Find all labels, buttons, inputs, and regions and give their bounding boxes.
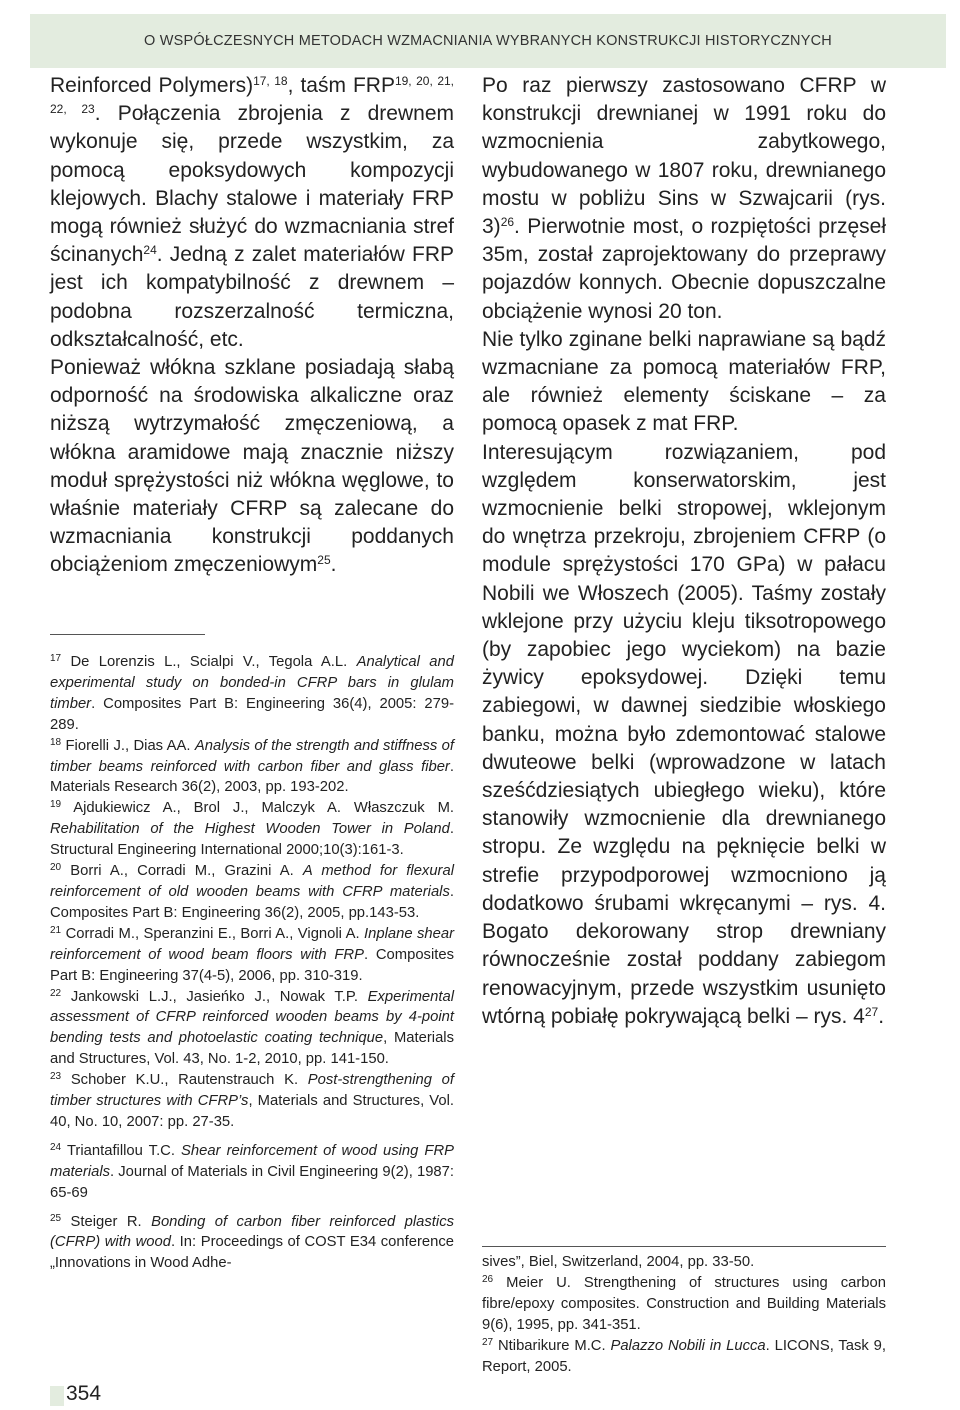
footnote-ref: 19, 20, 21, 22, 23 [50, 74, 454, 117]
footnote-title: Bonding of carbon fiber reinforced plastics (CFRP) with wood [50, 1213, 454, 1251]
footnote-title: Analysis of the strength and stiffness of timber beams reinforced with carbon fiber and glass fiber [50, 737, 454, 775]
footnote-authors: Meier U. Strengthening of structures using carbon fibre/epoxy composites. Construction and Building Materials 9(6), 1995, pp. 341-351. [482, 1274, 886, 1333]
left-paragraph-2: Ponieważ włókna szklane posiadają słabą odporność na środowiska alkaliczne oraz niższą wytrzymałość zmęczeniową, a włókna aramidowe mają znacznie niższy moduł sprężystości niż włókna węglowe, to właśnie materiały CFRP są zalecane do wzmacniania konstrukcji poddanych obciążeniom zmęczeniowym$^{25}$. [50, 356, 454, 577]
footnote-number: 17 [50, 653, 62, 664]
footnote [50, 1141, 454, 1204]
running-header [30, 14, 946, 68]
footnote-ref: 17, 18 [253, 74, 288, 88]
footnote-authors: Schober K.U., Rautenstrauch K. [70, 1072, 308, 1089]
footnote-title: Inplane shear reinforcement of wood beam floors with FRP [50, 925, 454, 963]
right-paragraph-1: Po raz pierwszy zastosowano CFRP w konstrukcji drewnianej w 1991 roku do wzmocnienia zabytkowego, wybudowanego w 1807 roku, drewnianego mostu w pobliżu Sins w Szwajcarii (rys. 3)$^{26}$. Pierwotnie most, o rozpiętości przęseł 35m, został zaprojektowany do przeprawy pojazdów konnych. Obecnie dopuszczalne obciążenie wynosi 20 ton. [482, 74, 886, 323]
footnote-authors: Ntibarikure M.C. [497, 1337, 611, 1354]
footnote [482, 1273, 886, 1336]
footnote [50, 736, 454, 799]
footnote-title: Palazzo Nobili in Lucca [610, 1337, 766, 1354]
footnote-divider [50, 634, 205, 635]
footnote [482, 1336, 886, 1378]
page-number-marker [50, 1386, 64, 1406]
right-column [482, 72, 886, 1031]
footnote-source: . In: Proceedings of COST E34 conference „Innovations in Wood Adhe- [50, 1234, 454, 1272]
footnote-number: 21 [50, 924, 62, 936]
footnote-number: 27 [482, 1336, 494, 1348]
footnote-source: . LICONS, Task 9, Report, 2005. [482, 1337, 886, 1375]
footnote-source: . Composites Part B: Engineering 36(2), 2005, pp.143-53. [50, 883, 454, 921]
footnote-authors: Corradi M., Speranzini E., Borri A., Vignoli A. [65, 925, 364, 942]
footnote-number: 20 [50, 862, 62, 874]
footnote-ref: 25 [317, 553, 331, 568]
left-paragraph-1: Reinforced Polymers)$^{17, 18}$, taśm FRP$^{19, 20, 21, 22, 23}$. Połączenia zbrojenia z drewnem wykonuje się, przede wszystkim, za pomocą epoksydowych kompozycji klejowych. Blachy stalowe i materiały FRP mogą również służyć do wzmacniania stref ścinanych$^{24}$. Jedną z zalet materiałów FRP jest ich kompatybilność z drewnem – podobna rozszerzalność termiczna, odkształcalność, etc. [50, 74, 454, 351]
footnote-authors: Fiorelli J., Dias AA. [65, 737, 195, 754]
footnote-number: 25 [50, 1212, 62, 1224]
footnote-source: , Materials and Structures, Vol. 40, No. 10, 2007: pp. 27-35. [50, 1093, 454, 1130]
footnotes-left [50, 652, 454, 1274]
footnote [50, 652, 454, 736]
footnote-authors: Steiger R. [70, 1213, 152, 1230]
footnote-number: 26 [482, 1273, 494, 1285]
footnote-divider-right [482, 1246, 886, 1247]
footnote-number: 24 [50, 1141, 62, 1153]
footnote-continuation: sives”, Biel, Switzerland, 2004, pp. 33-50. [482, 1254, 755, 1270]
right-paragraph-2: Nie tylko zginane belki naprawiane są bądź wzmacniane za pomocą materiałów FRP, ale również elementy ściskane – za pomocą opasek z mat FRP. [482, 327, 886, 436]
footnote-authors: Jankowski L.J., Jasieńko J., Nowak T.P. [70, 988, 368, 1005]
footnote-title: Shear reinforcement of wood using FRP materials [50, 1142, 455, 1180]
footnote [50, 1212, 454, 1275]
running-title: O WSPÓŁCZESNYCH METODACH WZMACNIANIA WYBRANYCH KONSTRUKCJI HISTORYCZNYCH [144, 33, 832, 49]
footnotes-right [482, 1252, 886, 1377]
footnote-number: 19 [50, 799, 62, 811]
footnote-title: Rehabilitation of the Highest Wooden Tower in Poland [50, 821, 450, 838]
footnote-authors: Ajdukiewicz A., Brol J., Malczyk A. Właszczuk M. [73, 800, 455, 817]
footnote-number: 18 [50, 736, 62, 748]
footnote-source: , Materials and Structures, Vol. 43, No. 1-2, 2010, pp. 141-150. [50, 1030, 454, 1068]
footnote-source: . Composites Part B: Engineering 36(4), 2005: 279-289. [50, 695, 454, 733]
footnote [50, 924, 454, 987]
footnote-title: Post-strengthening of timber structures with CFRP’s [50, 1072, 454, 1110]
footnote-title: A method for flexural reinforcement of old wooden beams with CFRP materials [50, 863, 454, 900]
footnote-title: Analytical and experimental study on bonded-in CFRP bars in glulam timber [50, 654, 454, 712]
left-column [50, 72, 454, 580]
footnote [50, 1070, 454, 1133]
page-number: 354 [66, 1382, 102, 1405]
footnote-title: Experimental assessment of CFRP reinforced wooden beams by 4-point bending tests and photoelastic coating technique [50, 988, 454, 1047]
footnote-authors: Borri A., Corradi M., Grazini A. [70, 863, 303, 880]
footnote-authors: Triantafillou T.C. [66, 1142, 182, 1159]
footnote-number: 23 [50, 1071, 62, 1083]
footnote [50, 861, 454, 924]
footnote-ref: 24 [143, 243, 157, 258]
footnote-ref: 26 [500, 215, 515, 230]
right-paragraph-3: Interesującym rozwiązaniem, pod względem konserwatorskim, jest wzmocnienie belki stropowej, wklejonym do wnętrza przekroju, zbrojeniem CFRP (o module sprężystości 170 GPa) w pałacu Nobili we Włoszech (2005). Taśmy zostały wklejone przy użyciu kleju tiksotropowego (by zapobiec jego wyciekom) na bazie żywicy epoksydowej. Dzięki temu zabiegowi, w dawnej siedzibie włoskiego banku, można było zdemontować stalowe dwuteowe belki (wprowadzone w latach sześćdziesiątych ubiegłego wieku), które stanowiły wzmocnienie dla drewnianego stropu. Ze względu na pęknięcie belki w strefie przypodporowej wzmocniono ją dodatkowo śrubami wkręcanymi – rys. 4. Bogato dekorowany strop drewniany równocześnie został poddany zabiegom renowacyjnym, przede wszystkim usunięto wtórną pobiałę pokrywającą belki – rys. $4^{27}$. [482, 440, 886, 1028]
footnote-source: . Composites Part B: Engineering 37(4-5), 2006, pp. 310-319. [50, 946, 454, 984]
footnote-number: 22 [50, 987, 62, 999]
footnote [50, 987, 454, 1071]
footnote-ref: 27 [864, 1004, 879, 1019]
footnote [50, 798, 454, 861]
footnote-source: . Materials Research 36(2), 2003, pp. 193-202. [50, 758, 454, 796]
footnote-authors: De Lorenzis L., Scialpi V., Tegola A.L. [70, 654, 357, 670]
footnote-source: . Journal of Materials in Civil Engineering 9(2), 1987: 65-69 [50, 1163, 454, 1201]
footnote-source: . Structural Engineering International 2000;10(3):161-3. [50, 821, 454, 859]
